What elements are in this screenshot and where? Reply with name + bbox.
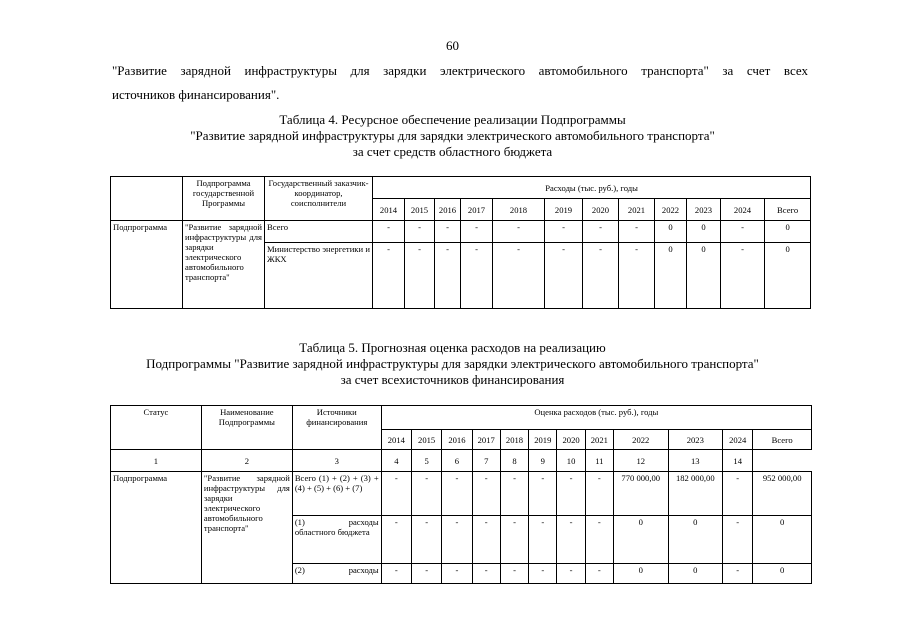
t5-sources-header: Источники финансирования <box>292 406 381 450</box>
t4-year: 2022 <box>655 199 687 221</box>
t4-status-cell: Подпрограмма <box>111 221 183 309</box>
t5-cell: - <box>411 564 441 584</box>
t5-year: 2020 <box>557 430 585 450</box>
t5-cell: - <box>472 472 500 516</box>
t5-name-header: Наименование Подпрограммы <box>201 406 292 450</box>
table4-caption-line-2: "Развитие зарядной инфраструктуры для зарядки электрического автомобильного транспорта" <box>190 128 715 143</box>
t5-cell-total: 952 000,00 <box>753 472 812 516</box>
t4-expenses-header: Расходы (тыс. руб.), годы <box>373 177 811 199</box>
t5-cell: - <box>442 564 472 584</box>
t5-year: 2022 <box>613 430 668 450</box>
t4-cell: - <box>545 243 583 309</box>
t4-year-total: Всего <box>765 199 811 221</box>
t4-year: 2016 <box>435 199 461 221</box>
t5-name-cell: "Развитие зарядной инфраструктуры для зарядки электрического автомобильного транспорта" <box>201 472 292 584</box>
t5-cell: - <box>723 472 753 516</box>
table4-caption-line-1: Таблица 4. Ресурсное обеспечение реализации Подпрограммы <box>279 112 626 127</box>
t5-row-label: (1) расходы областного бюджета <box>292 516 381 564</box>
table5-caption <box>0 340 905 388</box>
t4-year: 2017 <box>461 199 493 221</box>
t5-status-cell: Подпрограмма <box>111 472 202 584</box>
t4-name-cell: "Развитие зарядной инфраструктуры для зарядки электрического автомобильного транспорта" <box>183 221 265 309</box>
t5-cell: - <box>723 564 753 584</box>
t5-cell: - <box>557 516 585 564</box>
t5-cell: - <box>557 564 585 584</box>
table4-caption <box>0 112 905 160</box>
t4-cell: - <box>373 221 405 243</box>
t5-col-number: 7 <box>472 450 500 472</box>
t4-year: 2023 <box>687 199 721 221</box>
t4-cell: - <box>619 243 655 309</box>
t4-year: 2015 <box>405 199 435 221</box>
t5-cell-total: 0 <box>753 564 812 584</box>
t4-cell: - <box>493 243 545 309</box>
t4-year: 2019 <box>545 199 583 221</box>
t5-col-number: 2 <box>201 450 292 472</box>
t5-year-total: Всего <box>753 430 812 450</box>
t4-cell: - <box>435 243 461 309</box>
t4-year: 2020 <box>583 199 619 221</box>
t5-year: 2015 <box>411 430 441 450</box>
t5-col-number: 9 <box>529 450 557 472</box>
t5-cell: - <box>411 472 441 516</box>
t5-cell: - <box>585 472 613 516</box>
t4-year: 2024 <box>721 199 765 221</box>
t5-cell: - <box>381 564 411 584</box>
t4-cell: 0 <box>687 243 721 309</box>
t4-cell: - <box>405 243 435 309</box>
t5-estimate-header: Оценка расходов (тыс. руб.), годы <box>381 406 811 430</box>
t4-empty-header <box>111 177 183 221</box>
t5-col-number: 14 <box>723 450 753 472</box>
t5-col-number: 5 <box>411 450 441 472</box>
t5-year: 2018 <box>500 430 528 450</box>
t5-cell: - <box>585 564 613 584</box>
resource-table <box>110 176 811 309</box>
t5-cell: - <box>500 564 528 584</box>
t5-cell: 770 000,00 <box>613 472 668 516</box>
t4-cell-total: 0 <box>765 221 811 243</box>
t5-col-number: 4 <box>381 450 411 472</box>
t4-cell: - <box>583 243 619 309</box>
t5-status-header: Статус <box>111 406 202 450</box>
t5-cell: - <box>381 516 411 564</box>
t5-cell: - <box>411 516 441 564</box>
t5-cell: - <box>529 564 557 584</box>
t4-cell: - <box>405 221 435 243</box>
t5-cell: 0 <box>613 564 668 584</box>
t5-cell: 0 <box>613 516 668 564</box>
t5-col-number: 11 <box>585 450 613 472</box>
intro-line-1: "Развитие зарядной инфраструктуры для зарядки электрического автомобильного транспорта" за счет всех <box>112 63 808 78</box>
t4-cell: - <box>435 221 461 243</box>
t5-year: 2019 <box>529 430 557 450</box>
t5-year: 2024 <box>723 430 753 450</box>
t4-cell: - <box>721 243 765 309</box>
t5-cell: 0 <box>668 516 723 564</box>
t5-col-number: 13 <box>668 450 723 472</box>
t5-cell: - <box>442 516 472 564</box>
t4-year: 2021 <box>619 199 655 221</box>
t5-year: 2021 <box>585 430 613 450</box>
forecast-table <box>110 405 812 584</box>
t4-cell: - <box>461 221 493 243</box>
t4-cell: - <box>619 221 655 243</box>
t4-cell-total: 0 <box>765 243 811 309</box>
t5-cell: - <box>529 472 557 516</box>
t5-row-label: Всего (1) + (2) + (3) + (4) + (5) + (6) + (7) <box>292 472 381 516</box>
intro-line-2: источников финансирования". <box>112 87 280 102</box>
t5-cell-total: 0 <box>753 516 812 564</box>
t5-cell: - <box>500 516 528 564</box>
t5-cell: - <box>500 472 528 516</box>
t5-cell: - <box>529 516 557 564</box>
t5-cell: - <box>472 516 500 564</box>
t4-cell: - <box>583 221 619 243</box>
t5-cell: - <box>557 472 585 516</box>
t4-row-label: Всего <box>265 221 373 243</box>
t5-row-label: (2) расходы <box>292 564 381 584</box>
t5-col-number: 8 <box>500 450 528 472</box>
t4-cell: 0 <box>655 243 687 309</box>
t4-cell: - <box>461 243 493 309</box>
t5-cell: - <box>472 564 500 584</box>
t4-row-label: Министерство энергетики и ЖКХ <box>265 243 373 309</box>
t5-cell: 0 <box>668 564 723 584</box>
t4-cell: - <box>493 221 545 243</box>
t5-year: 2014 <box>381 430 411 450</box>
t5-col-number: 3 <box>292 450 381 472</box>
t5-cell: - <box>723 516 753 564</box>
table5-caption-line-1: Таблица 5. Прогнозная оценка расходов на реализацию <box>299 340 606 355</box>
t5-col-number: 10 <box>557 450 585 472</box>
page-number: 60 <box>446 38 459 53</box>
table4-caption-line-3: за счет средств областного бюджета <box>352 144 553 159</box>
table5-caption-line-2: Подпрограммы "Развитие зарядной инфраструктуры для зарядки электрического автомобильного транспорта" <box>146 356 759 371</box>
t5-col-number: 12 <box>613 450 668 472</box>
t4-subprogram-header: Подпрограмма государственной Программы <box>183 177 265 221</box>
t5-cell: - <box>381 472 411 516</box>
t4-year: 2018 <box>493 199 545 221</box>
table5-caption-line-3: за счет всехисточников финансирования <box>340 372 565 387</box>
t4-cell: - <box>373 243 405 309</box>
t5-year: 2017 <box>472 430 500 450</box>
t5-cell: 182 000,00 <box>668 472 723 516</box>
t5-col-number: 6 <box>442 450 472 472</box>
t5-col-number: 1 <box>111 450 202 472</box>
t4-customer-header: Государственный заказчик-координатор, соисполнители <box>265 177 373 221</box>
t4-cell: 0 <box>687 221 721 243</box>
t4-cell: 0 <box>655 221 687 243</box>
t5-cell: - <box>442 472 472 516</box>
t5-cell: - <box>585 516 613 564</box>
t5-year: 2023 <box>668 430 723 450</box>
t4-year: 2014 <box>373 199 405 221</box>
t4-cell: - <box>721 221 765 243</box>
t5-year: 2016 <box>442 430 472 450</box>
t4-cell: - <box>545 221 583 243</box>
